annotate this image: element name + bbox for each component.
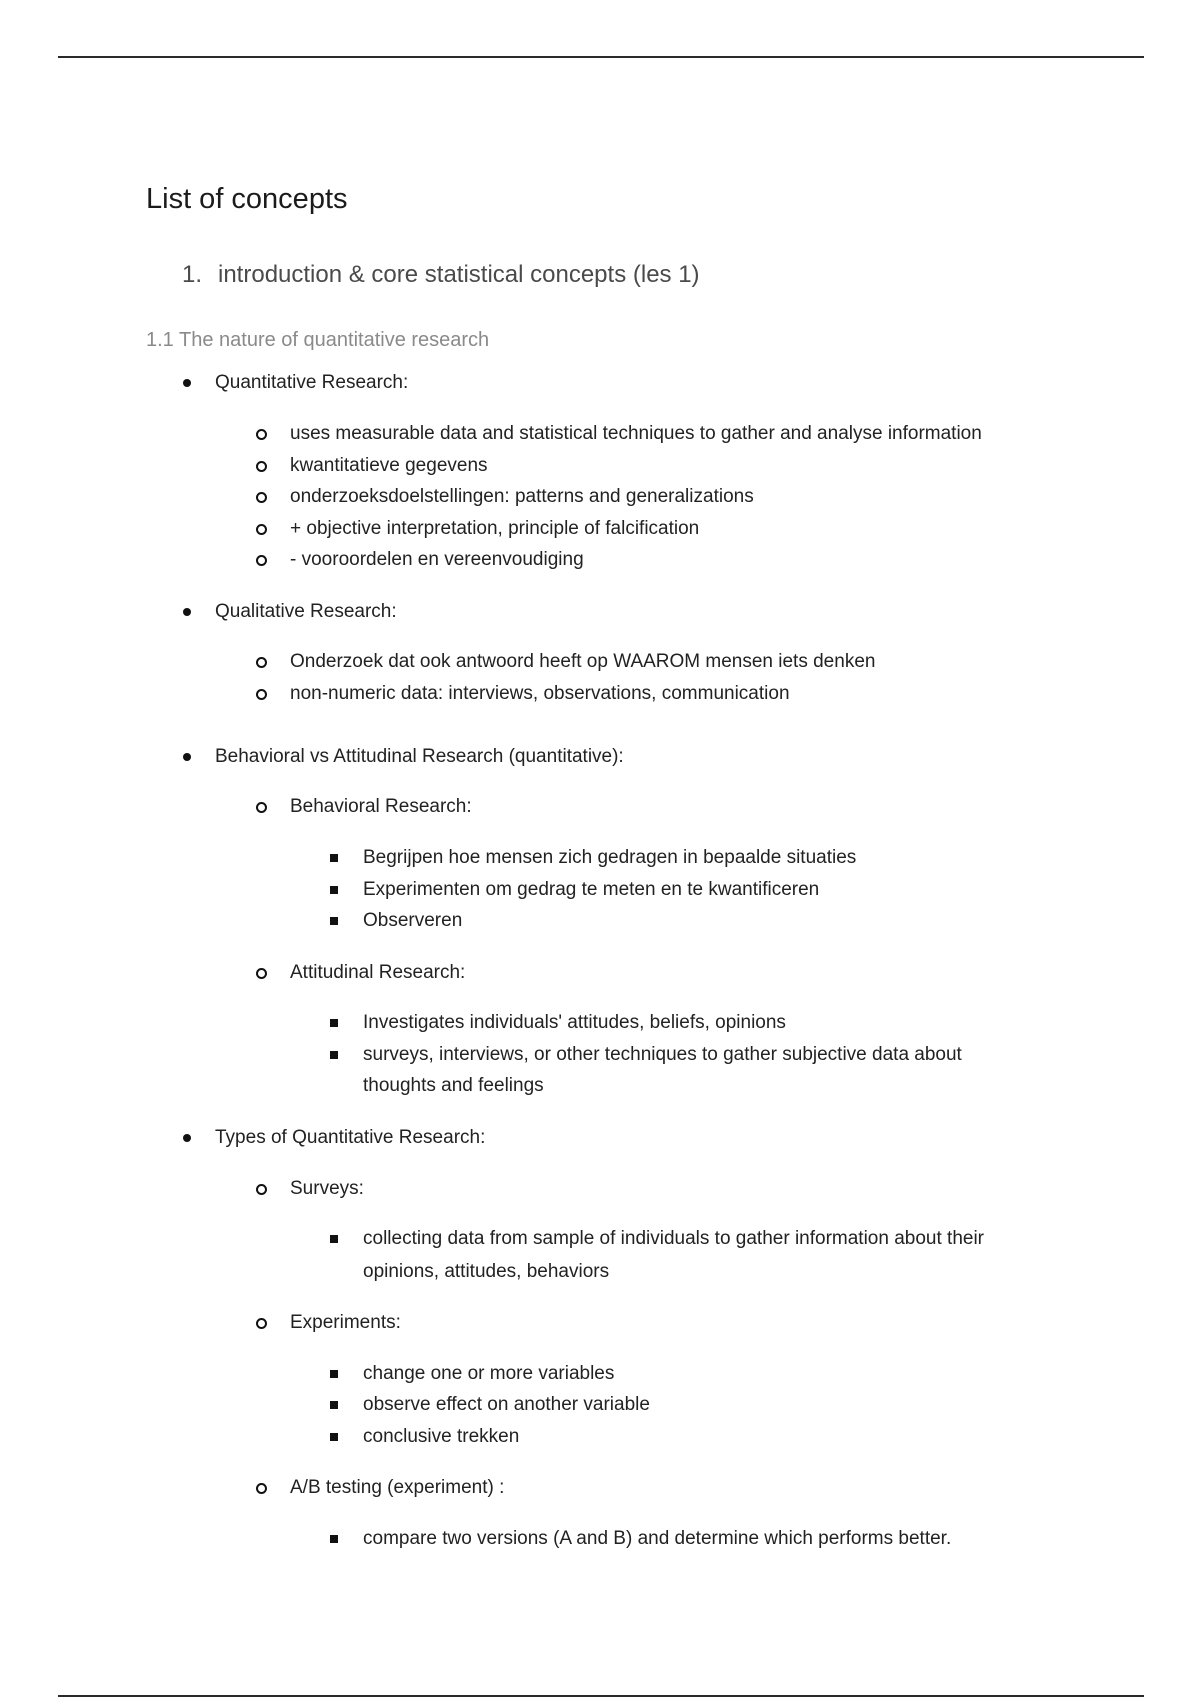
header-rule [58,56,1144,58]
square-bullet-icon [330,917,338,925]
bullet-icon [183,379,191,387]
square-bullet-icon [330,1401,338,1409]
page-title: List of concepts [146,183,348,215]
footer-rule [58,1695,1144,1697]
square-bullet-icon [330,1433,338,1441]
circle-bullet-icon [256,968,267,979]
square-bullet-icon [330,1235,338,1243]
circle-bullet-icon [256,802,267,813]
circle-bullet-icon [256,689,267,700]
circle-bullet-icon [256,461,267,472]
bullet-icon [183,1134,191,1142]
circle-bullet-icon [256,1318,267,1329]
section-heading: 1.1 The nature of quantitative research [146,329,490,351]
square-bullet-icon [330,1370,338,1378]
circle-bullet-icon [256,1184,267,1195]
bullet-icon [183,753,191,761]
square-bullet-icon [330,1051,338,1059]
circle-bullet-icon [256,555,267,566]
chapter-heading: introduction & core statistical concepts (les 1) [218,261,700,288]
circle-bullet-icon [256,657,267,668]
circle-bullet-icon [256,1483,267,1494]
square-bullet-icon [330,1535,338,1543]
circle-bullet-icon [256,429,267,440]
chapter-number: 1. [182,261,203,288]
circle-bullet-icon [256,492,267,503]
circle-bullet-icon [256,524,267,535]
bullet-icon [183,608,191,616]
square-bullet-icon [330,854,338,862]
square-bullet-icon [330,886,338,894]
square-bullet-icon [330,1019,338,1027]
